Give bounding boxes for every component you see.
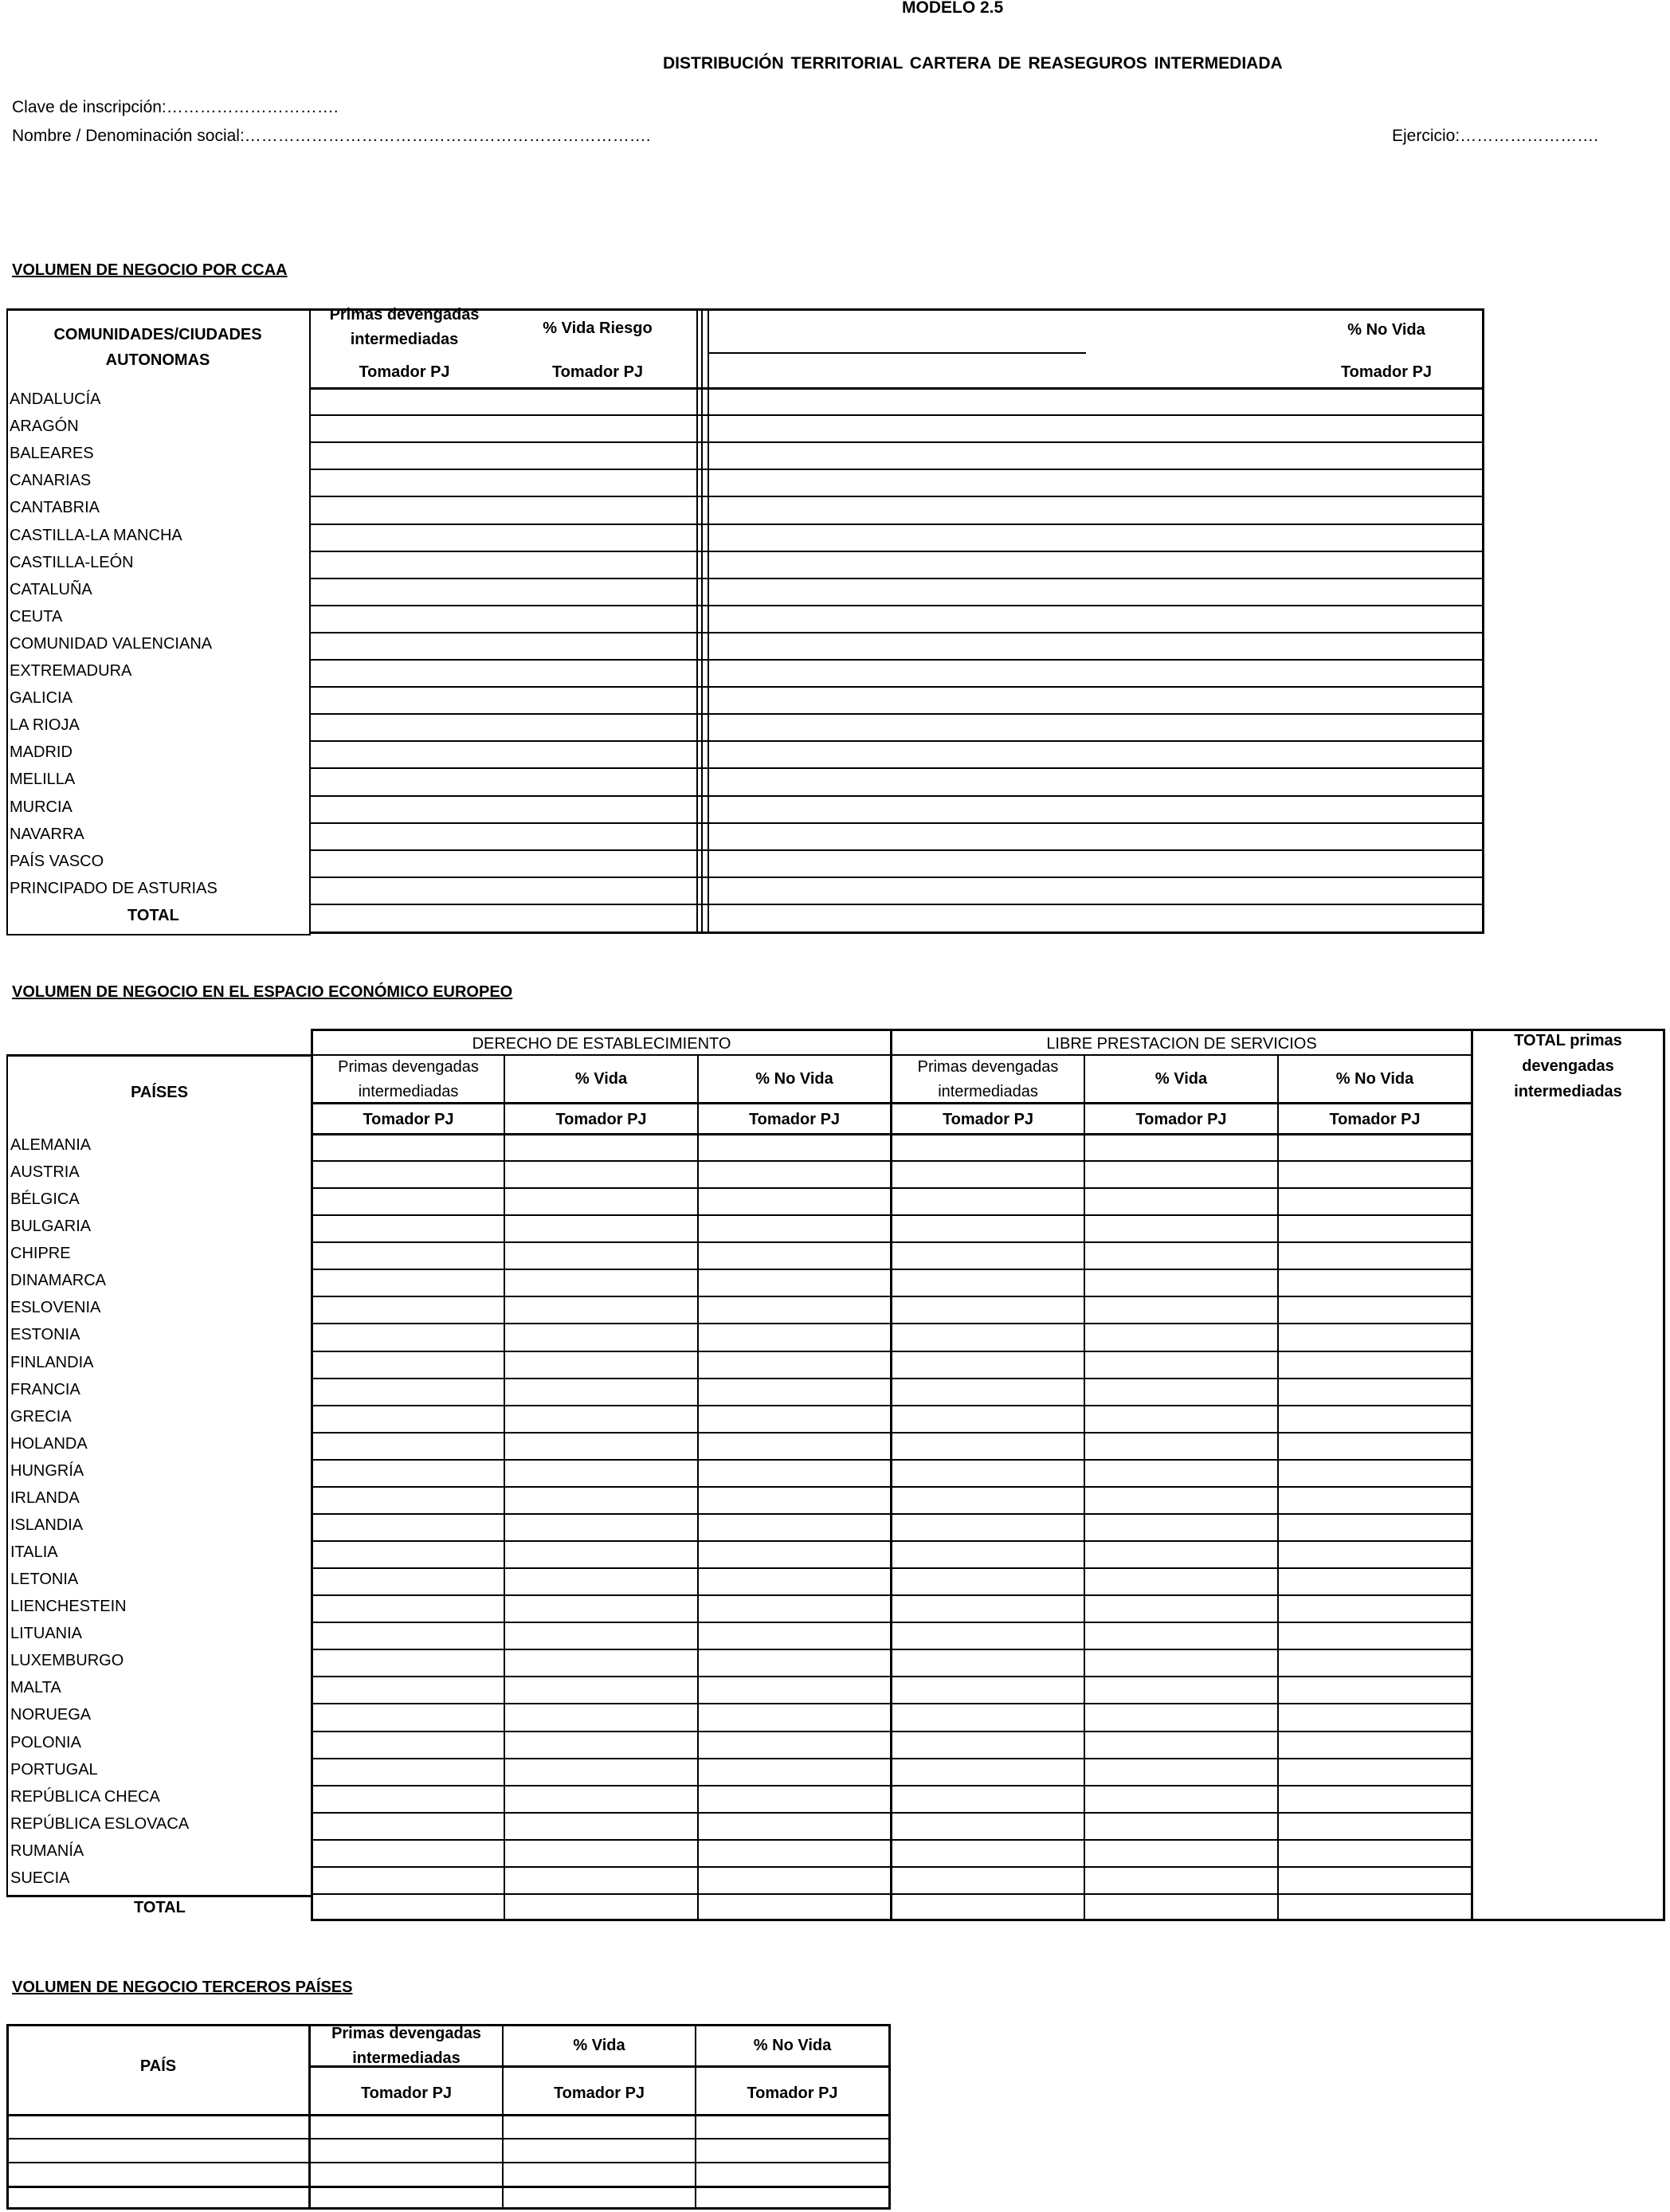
terceros-row-line-1 <box>6 2138 891 2139</box>
ccaa-double-line-2 <box>701 308 703 934</box>
eee-de-vida-header: % Vida <box>574 1070 628 1088</box>
ccaa-row-label: CASTILLA-LA MANCHA <box>10 527 182 544</box>
ccaa-row-label: BALEARES <box>10 445 94 462</box>
ccaa-row-line <box>309 877 1484 878</box>
eee-row-line <box>311 1839 1472 1841</box>
eee-left-border <box>6 1054 8 1896</box>
eee-row-line <box>311 1296 1472 1297</box>
terceros-section-title: VOLUMEN DE NEGOCIO TERCEROS PAÍSES <box>12 1979 353 1996</box>
terceros-left-border <box>6 2024 9 2210</box>
eee-tomador-pj-5: Tomador PJ <box>1135 1111 1227 1128</box>
terceros-right-border <box>888 2024 891 2210</box>
ccaa-row-line <box>309 441 1484 443</box>
terceros-vida-header: % Vida <box>573 2037 625 2054</box>
ccaa-header-partial-line <box>708 352 1086 354</box>
eee-row-label: FRANCIA <box>10 1381 80 1398</box>
eee-row-label: SUECIA <box>10 1869 70 1887</box>
eee-row-label: RUMANÍA <box>10 1842 84 1860</box>
eee-row-label: ALEMANIA <box>10 1136 92 1154</box>
ccaa-row-label: MURCIA <box>10 798 73 816</box>
ccaa-total-label: TOTAL <box>127 907 179 924</box>
ccaa-row-label: PRINCIPADO DE ASTURIAS <box>10 880 218 897</box>
eee-row-label: HOLANDA <box>10 1435 88 1453</box>
ccaa-row-label: CASTILLA-LEÓN <box>10 554 134 571</box>
ccaa-top-border <box>6 308 1484 311</box>
ccaa-row-label: CEUTA <box>10 608 63 626</box>
eee-row-label: ESTONIA <box>10 1326 80 1343</box>
eee-paises-header: PAÍSES <box>131 1084 188 1101</box>
ccaa-primas-header-line2: intermediadas <box>350 331 459 348</box>
ccaa-row-line <box>309 740 1484 742</box>
ccaa-row-line <box>309 605 1484 606</box>
model-number: MODELO 2.5 <box>902 0 1004 17</box>
terceros-row-line-3 <box>6 2186 891 2188</box>
eee-row-line <box>311 1187 1472 1189</box>
eee-row-line <box>311 1866 1472 1868</box>
eee-row-label: REPÚBLICA ESLOVACA <box>10 1815 190 1833</box>
eee-row-label: DINAMARCA <box>10 1272 107 1289</box>
terceros-row-line-2 <box>6 2162 891 2163</box>
ccaa-header-bottom-line <box>309 387 1484 390</box>
eee-row-label: LITUANIA <box>10 1625 83 1642</box>
eee-tomador-pj-2: Tomador PJ <box>555 1111 647 1128</box>
terceros-bottom-border <box>6 2207 891 2210</box>
eee-row-label: BÉLGICA <box>10 1190 80 1208</box>
eee-row-label: BULGARIA <box>10 1218 92 1235</box>
eee-right-border <box>1663 1029 1665 1921</box>
eee-bottom-border <box>311 1919 1665 1921</box>
ccaa-row-line <box>309 767 1484 769</box>
eee-row-line <box>311 1405 1472 1406</box>
ccaa-row-label: MELILLA <box>10 771 76 788</box>
eee-lps-primas-line2: intermediadas <box>938 1083 1038 1100</box>
eee-row-line <box>311 1160 1472 1162</box>
eee-de-primas-line1: Primas devengadas <box>338 1058 479 1076</box>
eee-top-border <box>311 1029 1665 1031</box>
eee-row-line <box>311 1486 1472 1488</box>
ccaa-row-line <box>309 551 1484 552</box>
eee-row-line <box>311 1351 1472 1352</box>
eee-vline-6 <box>1277 1054 1279 1921</box>
eee-row-label: HUNGRÍA <box>10 1462 84 1480</box>
ccaa-row-label: PAÍS VASCO <box>10 853 104 870</box>
eee-row-label: ESLOVENIA <box>10 1299 101 1316</box>
eee-lps-primas-header <box>892 1055 1084 1104</box>
ccaa-primas-header-line1: Primas devengadas <box>329 306 480 324</box>
terceros-tomador-pj-1: Tomador PJ <box>360 2085 453 2102</box>
ccaa-double-line-3 <box>708 308 709 934</box>
eee-row-line <box>311 1731 1472 1732</box>
eee-total-label: TOTAL <box>134 1899 186 1916</box>
eee-row-label: REPÚBLICA CHECA <box>10 1788 160 1806</box>
eee-row-line <box>311 1812 1472 1814</box>
eee-row-line <box>311 1567 1472 1569</box>
eee-row-label: GRECIA <box>10 1408 72 1426</box>
eee-total-header <box>1473 1028 1663 1104</box>
eee-row-label: MALTA <box>10 1679 61 1696</box>
ccaa-tomador-pj-1: Tomador PJ <box>359 363 450 381</box>
ejercicio-field: Ejercicio:……………………. <box>1392 127 1599 145</box>
ccaa-right-border <box>1482 308 1484 934</box>
eee-de-no-vida-header: % No Vida <box>755 1070 833 1088</box>
ccaa-communities-header-line1: COMUNIDADES/CIUDADES <box>53 326 262 343</box>
ccaa-vida-riesgo-header: % Vida Riesgo <box>543 320 653 337</box>
ccaa-row-line <box>309 713 1484 715</box>
terceros-tomador-pj-3: Tomador PJ <box>747 2085 838 2102</box>
eee-row-line <box>311 1758 1472 1759</box>
ccaa-row-line <box>309 795 1484 797</box>
ccaa-row-line <box>309 524 1484 525</box>
eee-row-line <box>311 1703 1472 1704</box>
terceros-pais-header: PAÍS <box>139 2057 177 2075</box>
ccaa-communities-header <box>8 322 308 373</box>
terceros-no-vida-header: % No Vida <box>753 2037 832 2054</box>
ccaa-tomador-pj-3: Tomador PJ <box>1340 363 1433 381</box>
eee-total-header-line2: devengadas <box>1522 1057 1614 1075</box>
eee-row-line <box>311 1214 1472 1216</box>
ccaa-double-line-1 <box>696 308 698 934</box>
eee-lps-primas-line1: Primas devengadas <box>917 1058 1059 1076</box>
eee-row-label: PORTUGAL <box>10 1761 98 1779</box>
eee-libre-header: LIBRE PRESTACION DE SERVICIOS <box>1046 1035 1317 1053</box>
ccaa-section-title: VOLUMEN DE NEGOCIO POR CCAA <box>12 261 288 279</box>
eee-vline-7 <box>1471 1029 1473 1921</box>
ccaa-row-label: CANARIAS <box>10 472 92 489</box>
eee-row-line <box>311 1432 1472 1433</box>
eee-col-divider <box>311 1029 313 1921</box>
ccaa-primas-header <box>311 303 498 352</box>
eee-row-label: FINLANDIA <box>10 1354 94 1371</box>
eee-row-line <box>311 1622 1472 1623</box>
eee-row-line <box>311 1269 1472 1270</box>
terceros-primas-line2: intermediadas <box>352 2049 461 2067</box>
eee-row-line <box>311 1676 1472 1677</box>
eee-row-line <box>311 1323 1472 1324</box>
eee-vline-3 <box>697 1054 699 1921</box>
eee-lps-no-vida-header: % No Vida <box>1335 1070 1414 1088</box>
document-title: DISTRIBUCIÓN TERRITORIAL CARTERA DE REASEGUROS INTERMEDIADA <box>663 54 1283 73</box>
eee-row-label: LETONIA <box>10 1571 79 1588</box>
eee-tomador-pj-1: Tomador PJ <box>363 1111 454 1128</box>
eee-row-line <box>311 1649 1472 1650</box>
ccaa-bottom-left-border <box>6 934 311 935</box>
ccaa-row-line <box>309 496 1484 497</box>
eee-row-label: CHIPRE <box>10 1245 71 1262</box>
eee-de-primas-header <box>313 1055 504 1104</box>
eee-tomador-pj-4: Tomador PJ <box>942 1111 1034 1128</box>
ccaa-row-label: MADRID <box>10 743 73 761</box>
eee-section-title: VOLUMEN DE NEGOCIO EN EL ESPACIO ECONÓMICO EUROPEO <box>12 983 513 1001</box>
eee-row-line <box>311 1513 1472 1515</box>
ccaa-row-label: LA RIOJA <box>10 716 80 734</box>
ccaa-col-divider <box>309 308 311 934</box>
eee-row-line <box>311 1378 1472 1379</box>
terceros-header-bottom-line <box>6 2114 891 2116</box>
ccaa-row-line <box>309 686 1484 688</box>
eee-vline-4 <box>890 1029 892 1921</box>
ccaa-communities-header-line2: AUTONOMAS <box>105 351 210 369</box>
ccaa-row-line <box>309 659 1484 661</box>
eee-bottom-left-border <box>6 1895 311 1897</box>
ccaa-row-line <box>309 414 1484 416</box>
eee-de-primas-line2: intermediadas <box>358 1083 459 1100</box>
ccaa-no-vida-header: % No Vida <box>1347 321 1425 339</box>
eee-total-header-line1: TOTAL primas <box>1514 1032 1622 1049</box>
eee-left-top-border <box>6 1054 311 1057</box>
eee-lps-vida-header: % Vida <box>1154 1070 1208 1088</box>
ccaa-row-label: NAVARRA <box>10 826 84 843</box>
eee-vline-5 <box>1084 1054 1085 1921</box>
eee-row-line <box>311 1594 1472 1596</box>
eee-tomador-pj-3: Tomador PJ <box>748 1111 841 1128</box>
clave-inscripcion-field: Clave de inscripción:…………………………. <box>12 98 339 116</box>
eee-row-label: IRLANDA <box>10 1489 80 1507</box>
ccaa-row-label: ANDALUCÍA <box>10 390 101 408</box>
ccaa-row-line <box>309 469 1484 470</box>
ccaa-tomador-pj-2: Tomador PJ <box>551 363 644 381</box>
ccaa-row-line <box>309 632 1484 633</box>
ccaa-row-label: EXTREMADURA <box>10 662 132 680</box>
eee-row-label: LIENCHESTEIN <box>10 1598 127 1615</box>
ccaa-row-line <box>309 578 1484 579</box>
eee-row-label: LUXEMBURGO <box>10 1652 124 1669</box>
ccaa-row-label: COMUNIDAD VALENCIANA <box>10 635 213 653</box>
eee-row-label: ISLANDIA <box>10 1516 84 1534</box>
eee-total-header-line3: intermediadas <box>1514 1083 1622 1100</box>
ccaa-left-border <box>6 308 8 935</box>
eee-row-line <box>311 1893 1472 1895</box>
eee-tomador-pj-6: Tomador PJ <box>1329 1111 1421 1128</box>
eee-row-label: ITALIA <box>10 1543 58 1561</box>
ccaa-bottom-border <box>309 931 1484 934</box>
nombre-denominacion-field: Nombre / Denominación social:………………………………………………………………. <box>12 127 651 145</box>
eee-row-line <box>311 1241 1472 1243</box>
ccaa-row-label: ARAGÓN <box>10 418 79 435</box>
terceros-primas-header <box>311 2022 502 2071</box>
ccaa-row-label: GALICIA <box>10 689 73 707</box>
ccaa-row-line <box>309 904 1484 905</box>
ccaa-row-label: CANTABRIA <box>10 499 100 516</box>
ccaa-row-line <box>309 822 1484 824</box>
terceros-tomador-pj-2: Tomador PJ <box>553 2085 645 2102</box>
eee-row-line <box>311 1459 1472 1461</box>
eee-row-line <box>311 1785 1472 1786</box>
eee-vline-2 <box>504 1054 505 1921</box>
eee-row-label: NORUEGA <box>10 1706 92 1724</box>
eee-derecho-header: DERECHO DE ESTABLECIMIENTO <box>472 1035 731 1053</box>
terceros-primas-line1: Primas devengadas <box>331 2025 481 2042</box>
ccaa-row-label: CATALUÑA <box>10 581 92 598</box>
eee-row-label: AUSTRIA <box>10 1163 80 1181</box>
eee-row-label: POLONIA <box>10 1734 81 1751</box>
ccaa-row-line <box>309 849 1484 851</box>
eee-row-line <box>311 1540 1472 1542</box>
